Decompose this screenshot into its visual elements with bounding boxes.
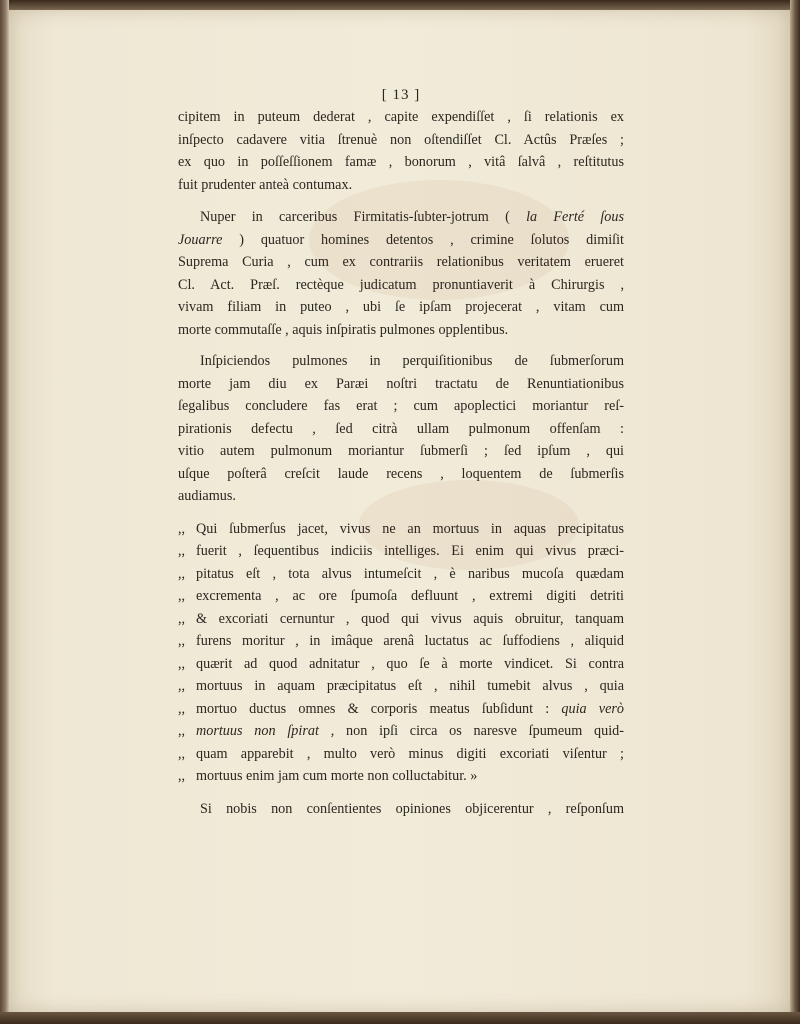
- paragraph-5: [178, 798, 624, 821]
- quote-line: [178, 563, 624, 586]
- paragraph-3: [178, 350, 624, 508]
- quote-line-text: mortuus in aquam præcipitatus eſt , nihil tumebit alvus , quia: [196, 678, 624, 694]
- text-line: fuit prudenter anteà contumax.: [178, 176, 353, 193]
- quote-line: [178, 743, 624, 766]
- quote-line-text: pitatus eſt , tota alvus intumeſcit , è naribus mucoſa quædam: [196, 565, 624, 582]
- quote-mark: ,,: [178, 768, 186, 784]
- page-number: [ 13 ]: [381, 87, 421, 103]
- quote-line: [178, 675, 624, 698]
- quote-line-text: & excoriati cernuntur , quod qui vivus aquis obruitur, tanquam: [196, 610, 624, 627]
- quote-mark: ,,: [178, 678, 186, 694]
- text-line: Inſpiciendos pulmones in perquiſitionibus de ſubmerſorum: [200, 353, 624, 369]
- quote-line: [178, 608, 624, 631]
- quote-mark: ,,: [178, 588, 186, 604]
- text-line: Si nobis non conſentientes opiniones objicerentur , reſponſum: [200, 800, 624, 817]
- text-line: vivam filiam in puteo , ubi ſe ipſam projecerat , vitam cum: [178, 299, 624, 315]
- quote-line: [178, 720, 624, 743]
- paragraph-1: [178, 106, 624, 196]
- page-bottom-edge: [0, 1012, 800, 1024]
- quote-mark: ,,: [178, 520, 186, 537]
- paragraph-2: [178, 206, 624, 341]
- quote-mark: ,,: [178, 633, 186, 649]
- quote-mark: ,,: [178, 610, 186, 627]
- text-line: pirationis defectu , ſed citrà ullam pulmonum offenſam :: [178, 420, 624, 437]
- text-line: ex quo in poſſeſſionem famæ , bonorum , vitâ ſalvâ , reſtitutus: [178, 154, 624, 170]
- quote-line-text: furens moritur , in imâque arenâ luctatus ac ſuffodiens , aliquid: [196, 633, 624, 649]
- quote-line: [178, 653, 624, 676]
- quote-mark: ,,: [178, 565, 186, 582]
- quote-line-text: Qui ſubmerſus jacet, vivus ne an mortuus in aquas precipitatus: [196, 520, 624, 537]
- text-line: morte jam diu ex Paræi noſtri tractatu de Renuntiationibus: [178, 375, 624, 392]
- text-line: Nuper in carceribus Firmitatis-ſubter-jotrum ( la Ferté ſous: [200, 209, 624, 225]
- quote-line: [178, 698, 624, 721]
- quote-line-text: fuerit , ſequentibus indiciis intelliges. Ei enim qui vivus præci-: [196, 543, 624, 559]
- text-line: Suprema Curia , cum ex contrariis relationibus veritatem erueret: [178, 254, 624, 270]
- quote-line-text: quam apparebit , multo verò minus digiti excoriati viſentur ;: [196, 745, 624, 762]
- quote-mark: ,,: [178, 700, 186, 717]
- text-line: morte commutaſſe , aquis inſpiratis pulmones opplentibus.: [178, 321, 509, 338]
- text-line: cipitem in puteum dederat , capite expendiſſet , ſi relationis ex: [178, 109, 624, 125]
- text-line: ſegalibus concludere fas erat ; cum apoplectici moriantur reſ-: [178, 398, 624, 414]
- text-line: inſpectо cadavere vitia ſtrenuè non oſtendiſſet Cl. Actûs Præſes ;: [178, 131, 624, 148]
- quote-line: [178, 518, 624, 541]
- quotation-paragraph: [178, 518, 624, 788]
- quote-line-text: mortuus non ſpirat , non ipſi circa os naresve ſpumeum quid-: [196, 723, 624, 739]
- text-line: Jouarre ) quatuor homines detentos , crimine ſolutos dimiſit: [178, 231, 624, 248]
- quote-line-text: quærit ad quod adnitatur , quo ſe à morte vindicet. Si contra: [196, 655, 624, 672]
- book-binding-edge: [0, 0, 9, 1024]
- quote-line-text: mortuo ductus omnes & corporis meatus ſubſidunt : quia verò: [196, 700, 624, 717]
- quote-mark: ,,: [178, 723, 186, 739]
- page-text-block: [178, 84, 624, 820]
- quote-line: [178, 630, 624, 653]
- quote-line-text: mortuus enim jam cum morte non colluctabitur. »: [196, 768, 478, 784]
- quote-line: [178, 540, 624, 563]
- quote-mark: ,,: [178, 543, 186, 559]
- quote-line: [178, 765, 624, 788]
- page-top-edge: [0, 0, 800, 10]
- quote-line-text: excrementa , ac ore ſpumoſa defluunt , extremi digiti detriti: [196, 588, 624, 604]
- text-line: vitio autem pulmonum moriantur ſubmerſi ; ſed ipſum , qui: [178, 443, 624, 459]
- text-line: audiamus.: [178, 488, 236, 504]
- text-line: uſque poſterâ creſcit laude recens , loquentem de ſubmerſis: [178, 465, 624, 482]
- quote-mark: ,,: [178, 655, 186, 672]
- quote-line: [178, 585, 624, 608]
- text-line: Cl. Act. Præſ. rectèque judicatum pronuntiaverit à Chirurgis ,: [178, 276, 624, 293]
- quote-mark: ,,: [178, 745, 186, 762]
- page-right-edge: [790, 0, 800, 1024]
